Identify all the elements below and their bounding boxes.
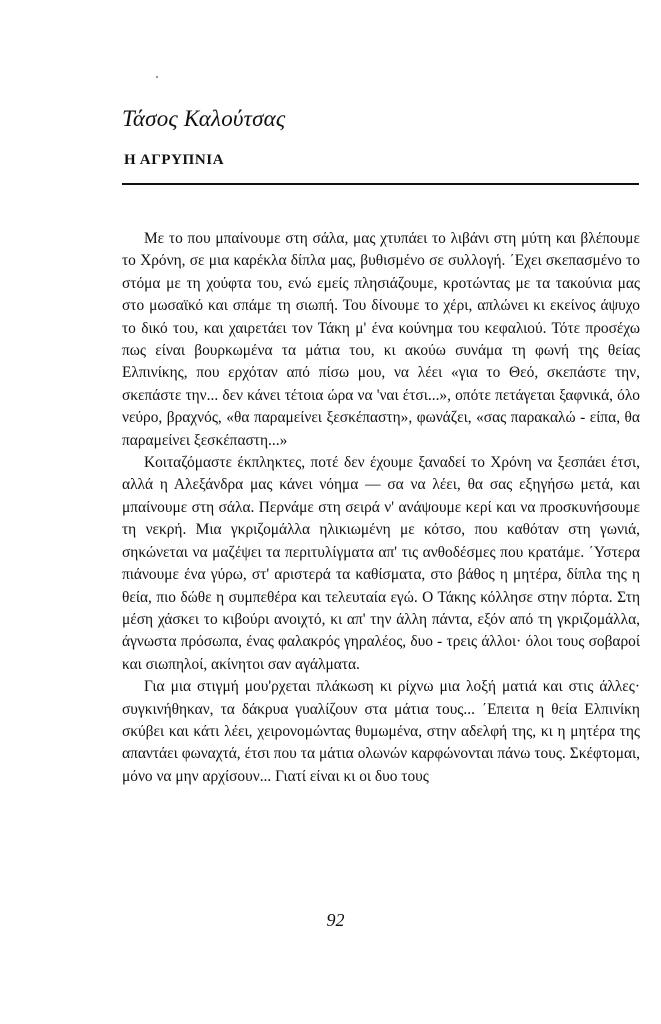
story-body (122, 228, 640, 788)
paragraph-2: Κοιταζόμαστε έκπληκτες, ποτέ δεν έχουμε ξαναδεί το Χρόνη να ξεσπάει έτσι, αλλά η Αλεξάνδρα μας κάνει νόημα — σα να λέει, θα σας εξηγήσω μετά, και μπαίνουμε στη σάλα. Περνάμε στη σειρά ν' ανάψουμε κερί και να προσκυνήσουμε τη νεκρή. Μια γκριζομάλλα ηλικιωμένη με κότσο, που καθόταν στη γωνιά, σηκώνεται να μαζέψει τα περιτυλίγματα απ' τις ανθοδέσμες που κρατάμε. ΄Υστερα πιάνουμε ένα γύρω, στ' αριστερά τα καθίσματα, στο βάθος η μητέρα, δίπλα της η θεία, πιο δώθε η συμπεθέρα και τελευταία εγώ. Ο Τάκης κόλλησε στην πόρτα. Στη μέση χάσκει το κιβούρι ανοιχτό, κι απ' την άλλη πάντα, εξόν από τη γκριζομάλλα, άγνωστα πρόσωπα, ένας φαλακρός γηραλέος, δυο - τρεις άλλοι· όλοι τους σοβαροί και σιωπηλοί, ακίνητοι σαν αγάλματα. (122, 454, 640, 673)
author-name: Τάσος Καλούτσας (122, 106, 286, 131)
title-rule (122, 183, 639, 185)
story-title: Η ΑΓΡΥΠΝΙΑ (124, 152, 225, 168)
paragraph-1: Με το που μπαίνουμε στη σάλα, μας χτυπάει το λιβάνι στη μύτη και βλέπουμε το Χρόνη, σε μια καρέκλα δίπλα μας, βυθισμένο σε συλλογή. ΄Εχει σκεπασμένο το στόμα με τη χούφτα του, ενώ εμείς πλησιάζουμε, κροτώντας με τα τακούνια μας στο μωσαϊκό και σπάμε τη σιωπή. Του δίνουμε το χέρι, απλώνει κι εκείνος άψυχο το δικό του, και χαιρετάει τον Τάκη μ' ένα κούνημα του κεφαλιού. Τότε προσέχω πως είναι βουρκωμένα τα μάτια του, κι ακούω συνάμα τη φωνή της θείας Ελπινίκης, που ερχόταν από πίσω μου, να λέει «για το Θεό, σκεπάστε την, σκεπάστε την... δεν κάνει τέτοια ώρα να 'ναι έτσι...», οπότε πετάγεται ξαφνικά, όλο νεύρο, βραχνός, «θα παραμείνει ξεσκέπαστη», φωνάζει, «σας παρακαλώ - είπα, θα παραμείνει ξεσκέπαστη...» (122, 230, 640, 449)
page-number: 92 (326, 910, 345, 930)
print-speck (156, 76, 158, 78)
paragraph-3: Για μια στιγμή μου'ρχεται πλάκωση κι ρίχνω μια λοξή ματιά και στις άλλες· συγκινήθηκαν, τα δάκρυα γυαλίζουν στα μάτια τους... ΄Επειτα η θεία Ελπινίκη σκύβει και κάτι λέει, χειρονομώντας θυμωμένα, στην αδελφή της, κι η μητέρα της απαντάει φωναχτά, έτσι που τα μάτια ολωνών καρφώνονται πάνω τους. Σκέφτομαι, μόνο να μην αρχίσουν... Γιατί είναι κι οι δυο τους (122, 678, 640, 785)
